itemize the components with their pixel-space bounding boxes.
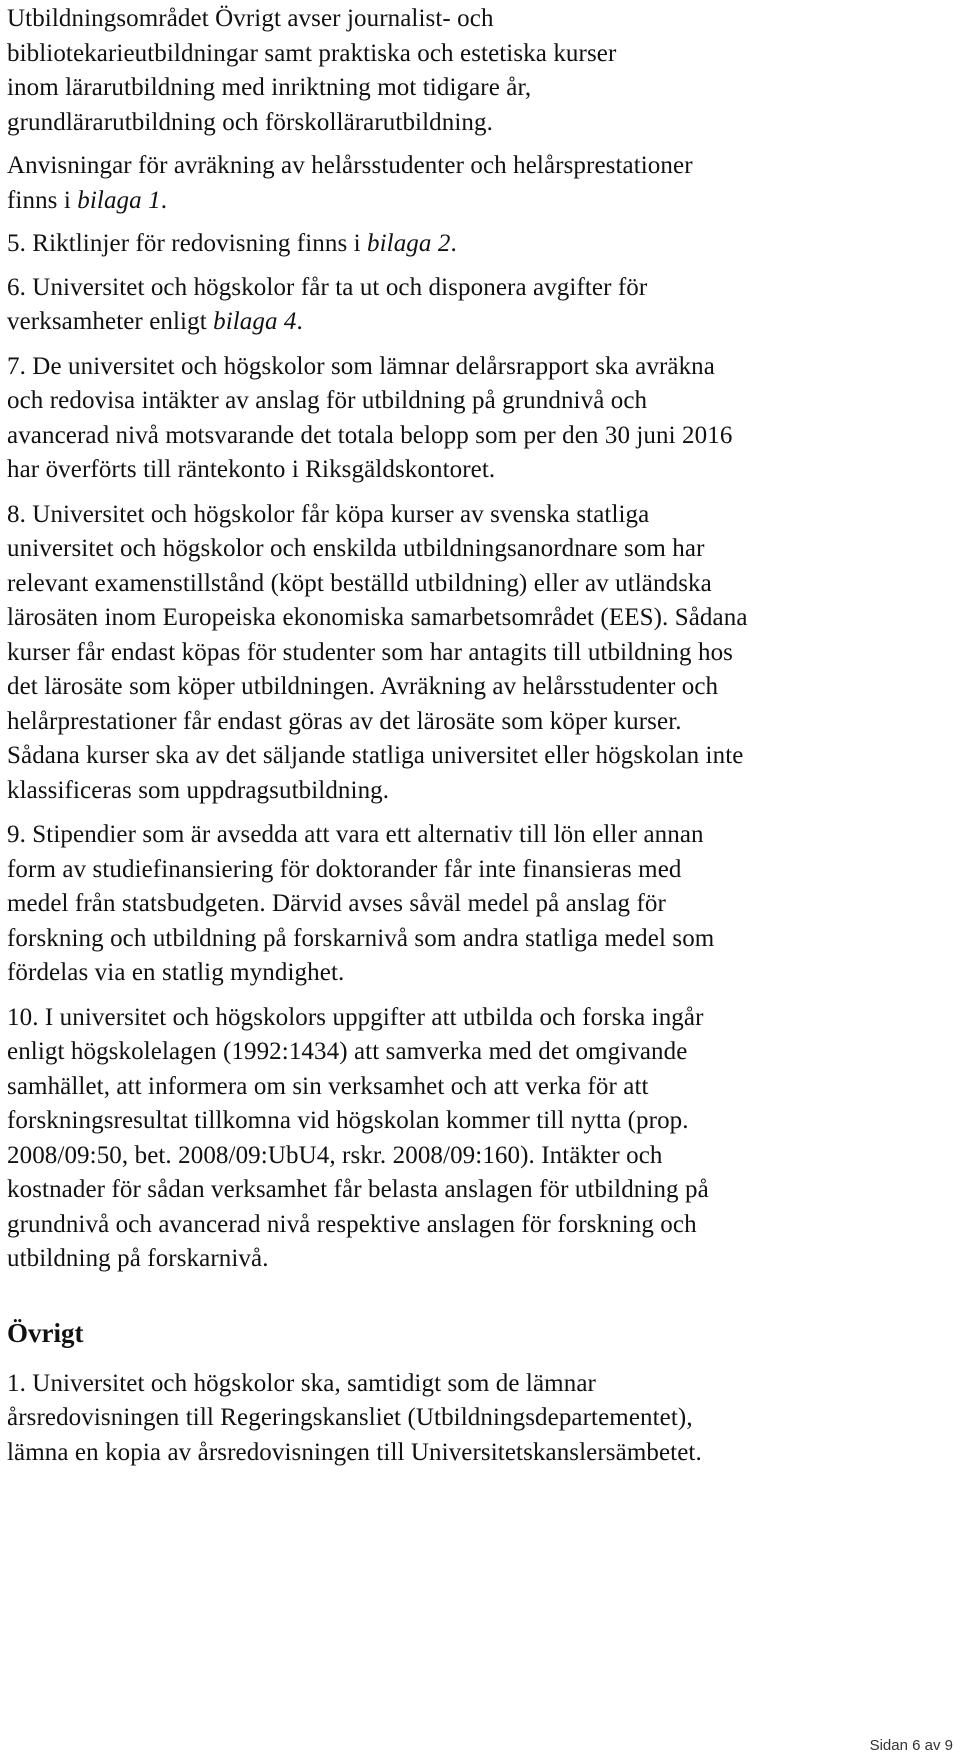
text-line: forskning och utbildning på forskarnivå som andra statliga medel som: [7, 924, 715, 952]
text-line: lämna en kopia av årsredovisningen till Universitetskanslersämbetet.: [7, 1438, 702, 1466]
attachment-reference: bilaga 2: [367, 230, 451, 257]
text-line: Anvisningar för avräkning av helårsstudenter och helårsprestationer: [7, 152, 693, 179]
text-line: medel från statsbudgeten. Därvid avses såväl medel på anslag för: [7, 890, 666, 917]
text-line: 7. De universitet och högskolor som lämnar delårsrapport ska avräkna: [7, 352, 715, 380]
text-line: samhället, att informera om sin verksamhet och att verka för att: [7, 1072, 649, 1100]
text-line: forskningsresultat tillkomna vid högskolan kommer till nytta (prop.: [7, 1107, 689, 1134]
text-line: grundlärarutbildning och förskollärarutbildning.: [7, 108, 493, 136]
text-line: 1. Universitet och högskolor ska, samtidigt som de lämnar: [7, 1369, 596, 1397]
text-line: helårprestationer får endast göras av det lärosäte som köper kurser.: [7, 707, 682, 735]
paragraph-9: [7, 818, 947, 991]
text-line: årsredovisningen till Regeringskansliet (Utbildningsdepartementet),: [7, 1404, 693, 1431]
paragraph-ovrigt-1: [7, 1367, 947, 1471]
text-line: 10. I universitet och högskolors uppgifter att utbilda och forska ingår: [7, 1003, 704, 1031]
text-run: .: [160, 186, 168, 214]
text-line: form av studiefinansiering för doktorander får inte finansieras med: [7, 855, 682, 883]
text-line: 8. Universitet och högskolor får köpa kurser av svenska statliga: [7, 500, 650, 528]
text-line: Sådana kurser ska av det säljande statliga universitet eller högskolan inte: [7, 742, 744, 769]
attachment-reference: bilaga 1: [77, 186, 161, 214]
document-page: [7, 0, 947, 1470]
text-line: lärosäten inom Europeiska ekonomiska samarbetsområdet (EES). Sådana: [7, 604, 748, 631]
text-line: 9. Stipendier som är avsedda att vara ett alternativ till lön eller annan: [7, 821, 704, 848]
text-line: universitet och högskolor och enskilda utbildningsanordnare som har: [7, 535, 705, 562]
attachment-reference: bilaga 4: [213, 308, 297, 335]
text-line: inom lärarutbildning med inriktning mot tidigare år,: [7, 74, 532, 101]
text-run: verksamheter enligt: [7, 308, 214, 335]
text-run: .: [450, 230, 457, 257]
paragraph-7: [7, 350, 947, 488]
text-line: och redovisa intäkter av anslag för utbildning på grundnivå och: [7, 387, 648, 414]
paragraph-8: [7, 498, 947, 809]
paragraph-6: [7, 271, 947, 340]
text-line: kurser får endast köpas för studenter som har antagits till utbildning hos: [7, 638, 734, 666]
text-line: avancerad nivå motsvarande det totala belopp som per den 30 juni 2016: [7, 421, 733, 449]
text-line: enligt högskolelagen (1992:1434) att samverka med det omgivande: [7, 1038, 688, 1065]
text-line: [7, 305, 947, 340]
text-line: grundnivå och avancerad nivå respektive anslagen för forskning och: [7, 1210, 697, 1238]
paragraph-10: [7, 1001, 947, 1277]
paragraph-anvisningar: [7, 149, 947, 218]
paragraph-intro: [7, 2, 947, 140]
text-line: det lärosäte som köper utbildningen. Avräkning av helårsstudenter och: [7, 673, 719, 700]
text-line: fördelas via en statlig myndighet.: [7, 959, 345, 986]
text-line: bibliotekarieutbildningar samt praktiska och estetiska kurser: [7, 39, 617, 67]
text-line: [7, 227, 947, 262]
text-run: 5. Riktlinjer för redovisning finns i: [7, 230, 368, 257]
text-line: Utbildningsområdet Övrigt avser journalist- och: [7, 5, 494, 32]
text-line: har överförts till räntekonto i Riksgäldskontoret.: [7, 456, 496, 483]
page-number: Sidan 6 av 9: [869, 1737, 953, 1754]
text-line: klassificeras som uppdragsutbildning.: [7, 776, 390, 804]
text-line: utbildning på forskarnivå.: [7, 1245, 269, 1272]
text-run: .: [296, 308, 303, 335]
text-line: [7, 184, 947, 219]
paragraph-5: [7, 227, 947, 262]
text-line: kostnader för sådan verksamhet får belasta anslagen för utbildning på: [7, 1176, 709, 1203]
text-run: finns i: [7, 186, 78, 214]
text-line: relevant examenstillstånd (köpt beställd utbildning) eller av utländska: [7, 569, 712, 597]
text-line: 6. Universitet och högskolor får ta ut och disponera avgifter för: [7, 273, 648, 301]
text-line: 2008/09:50, bet. 2008/09:UbU4, rskr. 2008/09:160). Intäkter och: [7, 1141, 663, 1169]
section-heading-ovrigt: Övrigt: [7, 1317, 84, 1348]
